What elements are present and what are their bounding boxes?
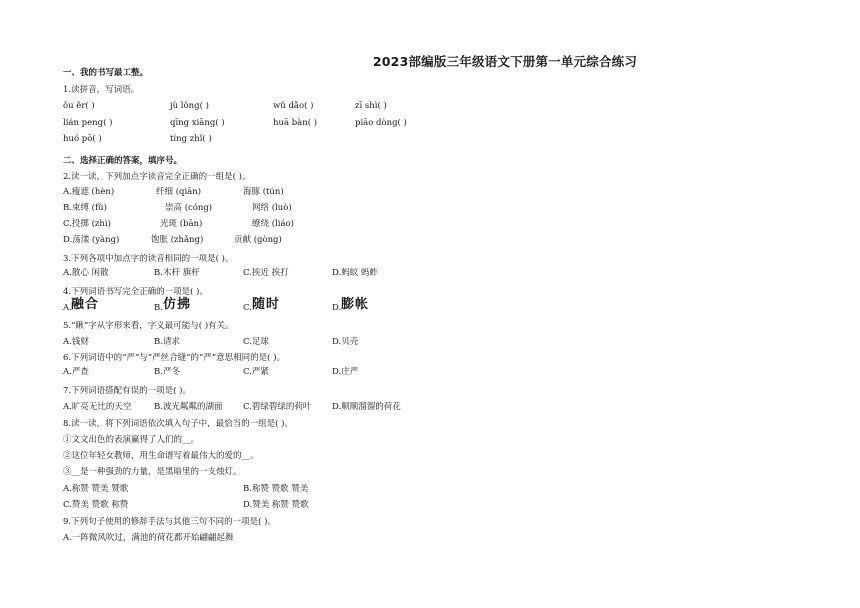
option: B.请求: [154, 337, 180, 347]
pinyin-item: zī shì( ): [355, 101, 387, 111]
option-label: B.: [154, 303, 163, 313]
option: D.蚂蚁 蚂蚱: [332, 268, 378, 278]
option: 光斑 (bān): [160, 219, 203, 229]
option-label: A.: [63, 303, 72, 313]
option: D.顺顺溜溜的荷花: [332, 402, 401, 412]
sentence-1: ①文文出色的表演赢得了人们的__。: [63, 435, 200, 445]
pinyin-item: piāo dòng( ): [355, 118, 407, 128]
pinyin-item: jù lǒng( ): [170, 101, 209, 111]
option: D.赞美 称赞 赞歌: [243, 500, 309, 510]
section-1-heading: 一、我的书写最工整。: [63, 68, 149, 78]
option: 膨帐: [341, 297, 370, 312]
option: 随时: [252, 297, 281, 312]
option: 融合: [71, 297, 100, 312]
option: B.木杆 旗杆: [154, 268, 200, 278]
pinyin-item: qīng xiāng( ): [170, 118, 225, 128]
question-4: 4.下列词语书写完全正确的一项是( )。: [63, 287, 208, 297]
option: C.严紧: [243, 367, 269, 377]
option: 海豚 (tún): [243, 187, 284, 197]
option: 纤细 (qiān): [156, 187, 202, 197]
option: B.严冬: [154, 367, 180, 377]
option: A.旷亮无比的天空: [63, 402, 132, 412]
option: 仿拂: [163, 297, 192, 312]
option-label: C.: [243, 303, 252, 313]
page-title: 2023部编版三年级语文下册第一单元综合练习: [372, 54, 638, 69]
question-7: 7.下列词语搭配有误的一项是( )。: [63, 386, 191, 396]
option: 贡献 (gòng): [234, 235, 282, 245]
option: A.散心 闲散: [63, 268, 109, 278]
option: 缭绕 (liáo): [252, 219, 294, 229]
option: 崇高 (cóng): [165, 203, 213, 213]
pinyin-item: tíng zhǐ( ): [170, 134, 212, 144]
option: A.瘦遮 (hèn): [63, 187, 115, 197]
option: B.束缚 (fù): [63, 203, 107, 213]
question-3: 3.下列各项中加点字的读音相同的一项是( )。: [63, 254, 234, 264]
option: D.庄严: [332, 367, 359, 377]
option: C.足球: [243, 337, 269, 347]
pinyin-item: lián peng( ): [63, 118, 113, 128]
question-6: 6.下列词语中的“严”与“严丝合缝”的“严”意思相同的是( )。: [63, 353, 286, 363]
question-8: 8.读一读，将下列词语依次填入句子中，最恰当的一组是( )。: [63, 419, 293, 429]
sentence-3: ③__是一种强劲的力量，是黑暗里的一支烛灯。: [63, 467, 242, 477]
option-label: D.: [332, 303, 342, 313]
pinyin-item: huó pō( ): [63, 134, 102, 144]
pinyin-item: wǔ dǎo( ): [273, 101, 314, 111]
sentence-2: ②这位年轻女教师，用生命谱写着最伟大的爱的__。: [63, 451, 259, 461]
option: C.碧绿碧绿的荷叶: [243, 402, 312, 412]
option: A.严查: [63, 367, 89, 377]
option: 饱胀 (zhǎng): [151, 235, 204, 245]
option: C.赞美 赞歌 称赞: [63, 500, 129, 510]
option: C.投掷 (zhì): [63, 219, 111, 229]
option: A.一阵微风吹过，满池的荷花都开始翩翩起舞: [63, 533, 234, 543]
question-9: 9.下列句子使用的修辞手法与其他三句不同的一项是( )。: [63, 517, 276, 527]
option: 网络 (luò): [252, 203, 292, 213]
option: B.波光粼粼的湖面: [154, 402, 223, 412]
pinyin-item: huā bàn( ): [273, 118, 318, 128]
option: A.称赞 赞美 赞歌: [63, 484, 129, 494]
question-1: 1.读拼音，写词语。: [63, 85, 140, 95]
option: B.称赞 赞歌 赞美: [243, 484, 309, 494]
option: D.贝壳: [332, 337, 359, 347]
option: A.钱财: [63, 337, 89, 347]
section-2-heading: 二、选择正确的答案，填序号。: [63, 156, 183, 166]
question-5: 5.“瞅”字从字形来看，字义最可能与( )有关。: [63, 321, 234, 331]
option: C.挨近 挨打: [243, 268, 289, 278]
option: D.荡漾 (yàng): [63, 235, 120, 245]
pinyin-item: ǒu ěr( ): [63, 101, 95, 111]
question-2: 2.读一读，下列加点字读音完全正确的一组是( )。: [63, 172, 251, 182]
